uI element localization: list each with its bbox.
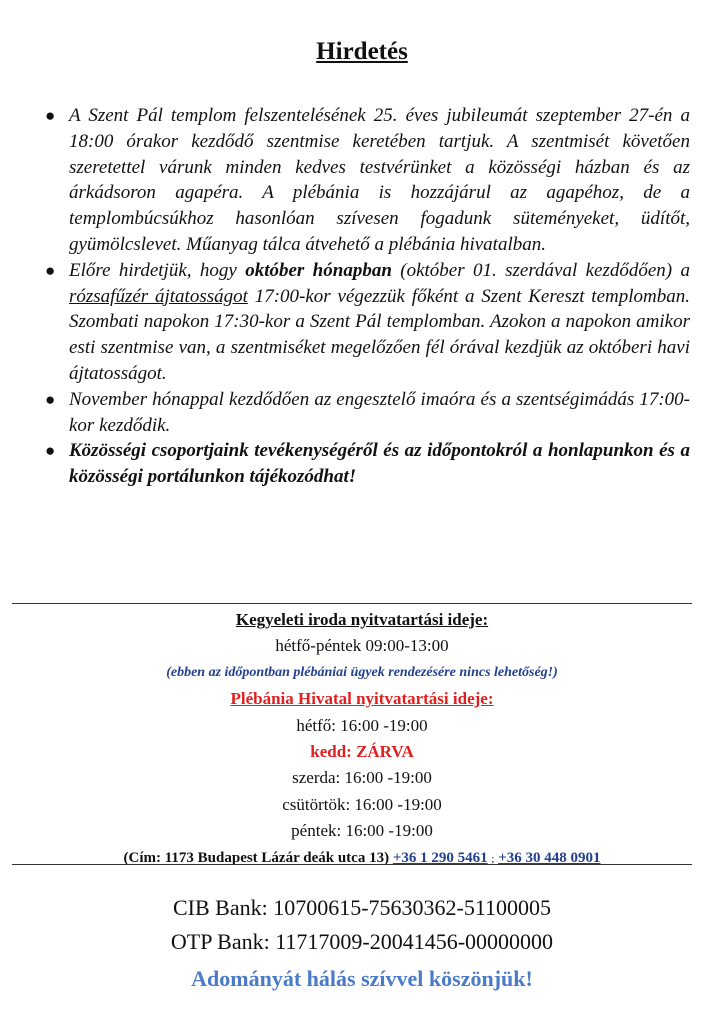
- october-emphasis: október hónapban: [245, 259, 392, 281]
- address: (Cím: 1173 Budapest Lázár deák utca 13): [123, 849, 390, 866]
- list-item: [0, 438, 724, 490]
- announcement-community: Közösségi csoportjaink tevékenységéről és az időpontokról a honlapunkon és a közösségi portálunkon tájékozódhat!: [69, 440, 690, 488]
- rosary-text-2: (október 01. szerdával kezdődően) a: [391, 259, 690, 281]
- divider: [12, 603, 692, 604]
- announcement-list: [0, 103, 724, 490]
- rosary-devotion: rózsafűzér ájtatosságot: [69, 285, 248, 307]
- parish-friday: péntek: 16:00 -19:00: [291, 821, 433, 841]
- list-item: [0, 387, 724, 439]
- rosary-text-3: 17:00-kor végezzük főként a Szent Kereszt templomban. Szombati napokon 17:30-kor a Szent Pál templomban. Azokon a napokon amikor esti szentmise van, a szentmiséket megelőzően fél órával kezdjük az októberi havi ájtatosságot.: [69, 285, 690, 384]
- office-hours: hétfő-péntek 09:00-13:00: [275, 636, 449, 656]
- phone-link-1[interactable]: +36 1 290 5461: [392, 849, 488, 866]
- opening-hours: [0, 607, 724, 871]
- bullet-icon: ●: [45, 106, 56, 125]
- list-item: [0, 258, 724, 387]
- parish-thursday: csütörtök: 16:00 -19:00: [282, 794, 442, 814]
- contact-line: [0, 845, 724, 871]
- parish-monday: hétfő: 16:00 -19:00: [296, 715, 428, 735]
- office-heading: Kegyeleti iroda nyitvatartási ideje:: [235, 610, 489, 629]
- bullet-icon: ●: [45, 389, 56, 409]
- phone-link-2[interactable]: +36 30 448 0901: [498, 849, 601, 866]
- office-note: (ebben az időpontban plébániai ügyek rendezésére nincs lehetőség!): [166, 664, 558, 680]
- announcement-jubilee: A Szent Pál templom felszentelésének 25. éves jubileumát szeptember 27-én a 18:00 órakor kezdődő szentmise keretében tartjuk. A szentmisét követően szeretettel várunk minden kedves testvérünket a közösségi házban és az árkádsoron agapéra. A plébánia is hozzájárul az agapéhoz, de a templombúcsúkhoz hasonlóan szívesen fogadunk süteményeket, üdítőt, gyümölcslevet. Műanyag tálca átvehető a plébánia hivatalban.: [69, 105, 690, 255]
- cib-bank-account: CIB Bank: 10700615-75630362-51100005: [172, 895, 552, 920]
- bullet-icon: ●: [45, 441, 56, 461]
- rosary-text-1: Előre hirdetjük, hogy: [69, 259, 246, 281]
- announcement-november: November hónappal kezdődően az engesztelő imaóra és a szentségimádás 17:00-kor kezdődik.: [69, 388, 690, 436]
- bullet-icon: ●: [45, 260, 56, 280]
- thanks-message: Adományát hálás szívvel köszönjük!: [191, 966, 533, 991]
- divider: [12, 864, 692, 865]
- page-title: Hirdetés: [316, 38, 408, 65]
- parish-wednesday: szerda: 16:00 -19:00: [292, 768, 432, 788]
- parish-heading: Plébánia Hivatal nyitvatartási ideje:: [230, 689, 494, 709]
- parish-tuesday-closed: kedd: ZÁRVA: [310, 741, 414, 761]
- phone-separator: ;: [491, 852, 495, 865]
- list-item: [0, 103, 724, 258]
- otp-bank-account: OTP Bank: 11717009-20041456-00000000: [170, 929, 554, 954]
